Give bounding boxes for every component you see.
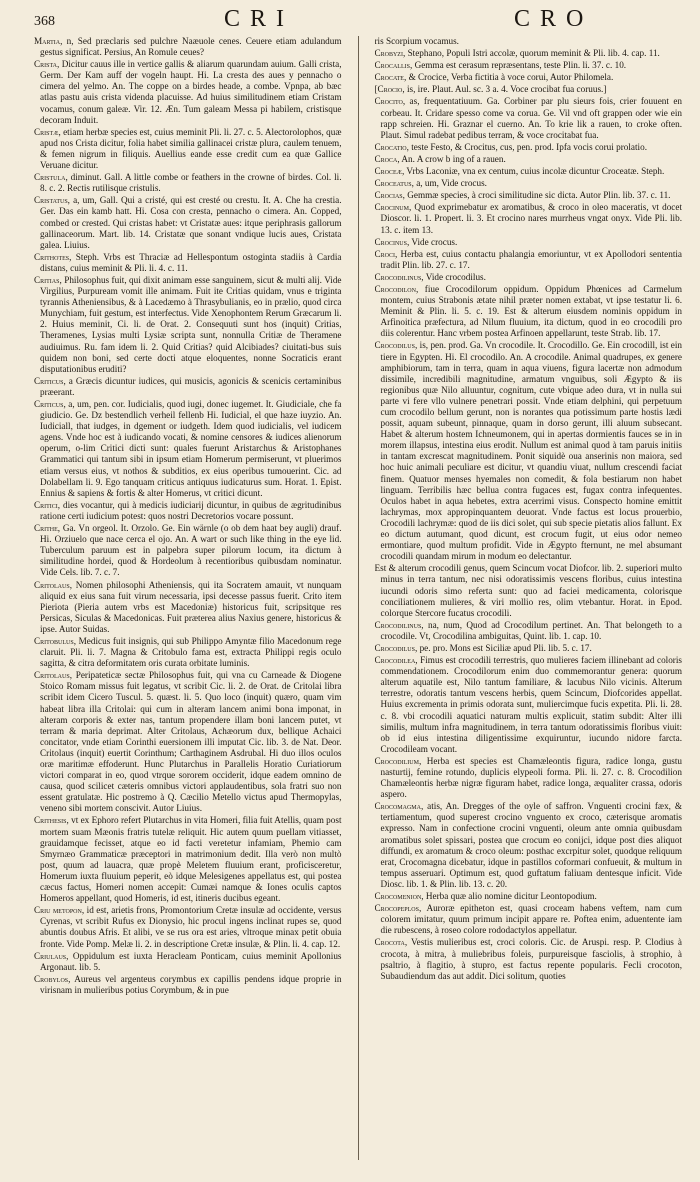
- entry-headword: Cristula: [34, 172, 66, 183]
- entry-headword: Crocomagma: [374, 801, 421, 812]
- entry-headword: Crista: [34, 59, 57, 70]
- entry-headword: Critias: [34, 274, 60, 285]
- dictionary-entry: Crithesis, vt ex Ephoro refert Plutarchus in vita Homeri, filia fuit Atellis, quam post mortem suam Mæonis fratris tutelæ reliquit. Hic autem quum puellam vitiasset, grauidamque fecisset, atque eo id facti veretetur infamiam, Phemio cam Smyrnæo Grammaticæ præceptori in matrimonium dedit. Illa verò non multò post, quum ad lauacra, quæ propè Meletem fluuium erant, proficisceretur, Homerum iuxta fluuium peperit, eò idque Melesigenes appellatus est, qui postea cæcus factus, Homeri nomen accepit: Cumæi namque & Iones oculis captos Homeros appellant, quod Homeris, id est, itineris ducibus egeant.: [34, 815, 342, 904]
- entry-text: Stephano, Populi Istri accolæ, quorum meminit & Pli. lib. 4. cap. 11.: [407, 48, 660, 59]
- entry-headword: Crocatio: [374, 141, 407, 152]
- entry-text: n, Sed præclaris sed pulchre Naæuole cenes. Ceuere etiam adulandum gestus significat. Persius, An Romule ceues?: [40, 36, 342, 58]
- entry-text: as, frequentatiuum. Ga. Corbiner par plu sieurs fois, crier fouuent en corbeau. It. Cridare spesso come va corua. Ge. Vil vnd oft grappen oder wie ein rapp schreien. Hi. Graznar el cuerno. An. To krie lik a rauen, to croke often. Plaut. Simul radebat pedibus terram, & voce crocitabat fua.: [380, 96, 682, 140]
- dictionary-entry: Crocomenion, Herba quæ alio nomine dicitur Leontopodium.: [374, 891, 597, 902]
- entry-text: a, um, Gall. Qui a cristé, qui est cresté ou crestu. It. A. Che ha crestia. Ger. Das ein kamb hatt. Hi. Cosa con cresta, pennacho o cimera. An. Copped, combed or crested. Qui cristas habet: vt Cristatæ aues: itque periphrasis gallorum gallinaceorum. Mart. lib. 14. Cristatæ que sonant vndique lucis aues, Cristata galea. Liuius.: [40, 195, 342, 250]
- entry-text: Auroræ epitheton est, quasi croceam habens veftem, nam cum colorem imitatur, quum primum incipit appare re. Poftea enim, aduentente iam die rubescens, à roseo colore rododactylos appellatur.: [380, 903, 682, 936]
- entry-headword: Criu metopon: [34, 905, 82, 916]
- entry-headword: Croceæ: [374, 166, 402, 177]
- entry-text: is, ire. Plaut. Aul. sc. 3 a. 4. Voce crocibat fua coruus.]: [406, 84, 607, 95]
- dictionary-entry: Crocinus, Vide crocus.: [374, 236, 458, 247]
- entry-headword: Crobylos: [34, 973, 69, 984]
- dictionary-entry: Croceæ, Vrbs Laconiæ, vna ex centum, cuius incolæ dicuntur Croceatæ. Steph.: [374, 166, 665, 177]
- entry-headword: Criticus: [34, 375, 64, 386]
- entry-headword: Crocodilus: [374, 642, 415, 653]
- entry-headword: Croci: [374, 248, 395, 259]
- entry-text: An. A crow b ing of a rauen.: [401, 153, 506, 164]
- entry-headword: Crocodilea: [374, 655, 416, 666]
- entry-headword: Crocodilinus: [374, 271, 422, 282]
- entry-text: Vestis mulieribus est, croci coloris. Cic. de Aruspi. resp. P. Clodius à crocota, à mitra, à muliebribus foleis, purpureisque fasciolis, à strophio, à psaltrio, à flagitio, à stupro, est factus repente popularis. Fecli crocoton, Subaudiendum das aut addit. Dici solitum, quoties: [380, 937, 682, 981]
- dictionary-entry: Martia, n, Sed præclaris sed pulchre Naæuole cenes. Ceuere etiam adulandum gestus significat. Persius, An Romule ceues?: [34, 36, 342, 58]
- dictionary-entry: Cristula, diminut. Gall. A little combe or feathers in the crowne of birdes. Col. li. 8. c. 2. Rectis rutilisque cristulis.: [34, 172, 342, 194]
- entry-headword: Critolaus: [34, 670, 70, 681]
- page-number: 368: [34, 14, 55, 29]
- dictionary-entry: Crocodilea, Fimus est crocodili terrestris, quo mulieres faciem illinebant ad coloris commendationem. Crocodilorum enim duo commemorantur genera: quorum alterum aquatile est, Nilo tantum familiare, & lacubus Nilo vicinis. Alterum terrestre, odoratis tantum vescens herbis, quem Scincum, Diofcorides appellat. Huius excrementa in primis odorata sunt, muliercimque fucis expetita. Pli. li. 28. c. 8. vbi crocodili aquatici naturam multis explicuit, statim subdit: Alter illi similis, multum infra magnitudinem, in terra tantum odoratissimis floribus viuit: ob id eius intestina diligentissime exquiruntur, iucundo nidore farcta. Crocodileam vocant.: [374, 655, 682, 754]
- entry-headword: Crocota: [374, 937, 405, 948]
- dictionary-entry: Crocopeplos, Auroræ epitheton est, quasi croceam habens veftem, nam cum colorem imitatur, quum primum incipit appare re. Poftea enim, aduentente iam die rubescens, à roseo colore rododactylos appellatur.: [374, 903, 682, 936]
- running-head-right: CRO: [514, 6, 594, 32]
- entry-headword: Crocito: [374, 96, 403, 107]
- dictionary-entry: Crocatio, teste Festo, & Crocitus, cus, pen. prod. Ipfa vocis corui prolatio.: [374, 141, 648, 152]
- entry-headword: Cristæ: [34, 126, 59, 137]
- entry-text: Fimus est crocodili terrestris, quo mulieres faciem illinebant ad coloris commendationem. Crocodilorum enim duo commemorantur genera: quorum alterum aquatile est, Nilo tantum familiare, & lacubus Nilo vicinis. Alterum terrestre, odoratis tantum vescens herbis, quem Scincum, Diofcorides appellat. Huius excrementa in primis odorata sunt, muliercimque fucis expetita. Pli. li. 28. c. 8. vbi crocodili aquatici naturam multis explicuit, statim subdit: Alter illi similis, multum infra magnitudinem, in terra tantum odoratissimis floribus viuit: ob id eius intestina diligentissime exquiruntur, iucundo nidore farcta. Crocodileam vocant.: [380, 655, 682, 754]
- entry-text: Herba est species est Chamæleontis figura, radice longa, gustu nasturtij, femine rotundo, duplicis elypeoli forma. Pli. li. 27. c. 8. Crocodilion Chamæleontis herbæ nigræ figuram habet, radice longa, æqualiter crassa, odoris aspero.: [380, 755, 682, 800]
- dictionary-entry: Croceatus, a, um, Vide crocus.: [374, 178, 487, 189]
- entry-headword: Crocallis: [374, 60, 410, 71]
- entry-headword: Crocinum: [374, 202, 409, 213]
- dictionary-entry: Crocodilinus, na, num, Quod ad Crocodilum pertinet. An. That belongeth to a crocodile. Vt, Crocodilina ambiguitas, Quint. lib. 1. cap. 10.: [374, 619, 682, 641]
- dictionary-entry: Crocodilium, Herba est species est Chamæleontis figura, radice longa, gustu nasturtij, femine rotundo, duplicis elypeoli forma. Pli. li. 27. c. 8. Crocodilion Chamæleontis herbæ nigræ figuram habet, radice longa, æqualiter crassa, odoris aspero.: [374, 755, 682, 800]
- dictionary-entry: Criu metopon, id est, arietis frons, Promontorium Cretæ insulæ ad occidente, versus Cyrenas, vt scribit Rufus ex Dionysio, hic procul ingens inclinat rupes se, quod abuntis doubus Afris. Et alibi, ve se rus ora est aries, vltroque minax petit obuia fronte. Vide Pomp. Melæ li. 2. in descriptione Cretæ insulæ, & Plin. li. 4. cap. 12.: [34, 905, 342, 949]
- entry-headword: Crocodilinus: [374, 619, 422, 630]
- entry-text: Medicus fuit insignis, qui sub Philippo Amyntæ filio Macedonum rege claruit. Pli. li. 7. Magna & Critobulo fama est, extracta Philippi regis oculo sagitta, & citra deformitatem oris curata orbitate luminis.: [40, 635, 342, 669]
- entry-text: diminut. Gall. A little combe or feathers in the crowne of birdes. Col. li. 8. c. 2. Rectis rutilisque cristulis.: [40, 172, 342, 194]
- entry-text: Steph. Vrbs est Thraciæ ad Hellespontum ostoginta stadiis à Cardia distans, cuius meminit & Pli. li. 4. c. 11.: [40, 251, 342, 273]
- dictionary-entry: Crobyzi, Stephano, Populi Istri accolæ, quorum meminit & Pli. lib. 4. cap. 11.: [374, 48, 660, 59]
- dictionary-entry: Crista, Dicitur cauus ille in vertice gallis & aliarum quarundam auium. Galli crista, Germ. Der Kam auff der vogeln haupt. Hi. La cresta des aues y pennacho o cimera del yelmo. An. The coppe on a birdes heade, a combe. Vpnpa, ab bæc atlas pastu auis crista videnda placuisse. Ad huius similitudinem etiam Cristam vocamus, conum galeæ. Vir. 12. Æn. Tum galeam Messa pi habilem, cristisque decoram Induit.: [34, 59, 342, 125]
- left-column: [34, 36, 342, 1160]
- entry-headword: Crocias: [374, 190, 403, 201]
- entry-text: Dicitur cauus ille in vertice gallis & aliarum quarundam auium. Galli crista, Germ. Der Kam auff der vogeln haupt. Hi. La cresta des aues y pennacho o cimera del yelmo. An. The coppe on a birdes heade, a combe. Vpnpa, ab bæc atlas pastu auis crista videnda placuisse. Ad huius similitudinem etiam Cristam vocamus, conum galeæ. Vir. 12. Æn. Tum galeam Messa pi habilem, cristisque decoram Induit.: [40, 59, 342, 125]
- entry-text: ris Scorpium vocamus.: [374, 36, 459, 46]
- entry-text: teste Festo, & Crocitus, cus, pen. prod. Ipfa vocis corui prolatio.: [411, 141, 648, 152]
- dictionary-entry: Croci, Herba est, cuius contactu phalangia emoriuntur, vt ex Apollodori sententia tradit Plin. lib. 27. c. 17.: [374, 248, 682, 270]
- entry-headword: Critolaus: [34, 579, 70, 590]
- entry-text: na, num, Quod ad Crocodilum pertinet. An. That belongeth to a crocodile. Vt, Crocodilina ambiguitas, Quint. lib. 1. cap. 10.: [380, 619, 682, 641]
- entry-text: Herba quæ alio nomine dicitur Leontopodium.: [425, 891, 597, 902]
- dictionary-entry: [Crocio, is, ire. Plaut. Aul. sc. 3 a. 4. Voce crocibat fua coruus.]: [374, 84, 607, 95]
- dictionary-entry: Crobylos, Aureus vel argenteus corymbus ex capillis pendens idque proprie in virisnam in mulieribus potius Corymbum, & in pue: [34, 973, 342, 995]
- entry-headword: Crocodilon: [374, 283, 416, 294]
- entry-text: Gemmæ species, à croci similitudine sic dicta. Autor Plin. lib. 37. c. 11.: [407, 190, 671, 201]
- entry-text: Nomen philosophi Atheniensis, qui ita Socratem amauit, vt nunquam aliquid ex eius sana fuit virum necessaria, ipsi decesse passus fuerit. Crito item Pieriota (Pieria autem vrbs est Macedoniæ) historicus fuit, scripsitque res Persicas, Siculas & Macedonicas. Fuit præterea alius Naxius genere, historicus & ipse. Autor Suidas.: [40, 579, 342, 634]
- running-head-left: CRI: [224, 6, 295, 32]
- entry-text: a, um, Vide crocus.: [416, 178, 487, 189]
- entry-headword: Croca: [374, 153, 398, 164]
- right-column: [375, 36, 683, 1160]
- dictionary-entry: Crocodilus, pe. pro. Mons est Siciliæ apud Pli. lib. 5. c. 17.: [374, 642, 592, 653]
- dictionary-entry: Crocinum, Quod exprimebatur ex aromatibus, & croco in oleo maceratis, vt docet Dioscor. li. 1. Propert. li. 3. Et crocino nares murrheus vngat onyx. Vide Pli. lib. 13. c. item 13.: [374, 202, 682, 235]
- entry-text: Gemma est cerasum repræsentans, teste Plin. li. 37. c. 10.: [414, 60, 627, 71]
- dictionary-entry: [375, 563, 683, 618]
- dictionary-entry: Criulaus, Oppidulum est iuxta Heracleam Ponticam, cuius meminit Apollonius Argonaut. lib. 5.: [34, 950, 342, 972]
- dictionary-entry: Cristæ, etiam herbæ species est, cuius meminit Pli. li. 27. c. 5. Alectorolophos, quæ apud nos Crista dicitur, folia habet similia gallinacei cristæ plura, caulem tenuem, & femen nigrum in filiquis. Auellius eande esse credit cum ea quæ Gallice Veruane dicitur.: [34, 126, 342, 171]
- two-column-body: [34, 36, 682, 1160]
- entry-text: Ga. Vn orgeol. It. Orzolo. Ge. Ein wärnle (o ob dem haat bey augli) drauf. Hi. Orziuelo que nace cerca el ojo. An. A wart or such like thing in the eye lid. Tuberculum paruum est in palpebra super pilorum locum, ita dictum à similitudine hordei, quod & Hordeolum à recentioribus quibusdam nominatur. Vide Cels. lib. 7. c. 7.: [40, 523, 342, 578]
- dictionary-entry: Critolaus, Peripateticæ sectæ Philosophus fuit, qui vna cu Carneade & Diogene Stoico Romam missus fuit legatus, vt scribit Cic. li. 2. de Orat. de Critolai libra scribit idem Cicero Tuscul. 5. quæst. li. 5. Quo loco (inquit) quæro, quam vim habeat libra illa Critolai: qui cum in alteram lancem animi bona imponat, in alteram corporis & exter nas, tantum propendere illam boni lancem putet, vt terram & maria deprimat. Alter Critolaus, Achæorum dux, bellique Achaici concitator, vnde etiam Corinthi euersionem illi imputat Cic. lib. 3. de Nat. Deor. Critolaus (inquit) euertit Corinthum; Carthaginem Asdrubal. Hi duo illos oculos oræ maritimæ effoderunt. Hunc Plutarchus in Parallelis Horatio Curiatiorum victori comparat in eo, quod vtrque sororem occiderit, idque eadem omnino de causa, quod scilicet cæteris omnibus victori applaudentibus, sola fratri suo non essent gratulatæ. Hic postremo à Q. Cæcilio Metello victus apud Thermopylas, veneno sibi mortem conscivit. Autor Liuius.: [34, 670, 342, 814]
- entry-text: Est & alterum crocodili genus, quem Scincum vocat Diofcor. lib. 2. superiori multo minus in terra tantum, nec nisi odoratissimis vescens floribus, cuius intestina iucundi odoris simo referta sunt: quo ad faciei medicamenta, colorisque conciliationem mulieres, & viri mollio res, olim vtebantur. Horat. in Epod. colorque Stercore fucatus crocodili.: [374, 563, 682, 618]
- entry-text: Oppidulum est iuxta Heracleam Ponticam, cuius meminit Apollonius Argonaut. lib. 5.: [40, 950, 342, 972]
- entry-headword: Criulaus: [34, 950, 67, 961]
- entry-headword: Critici: [34, 499, 58, 510]
- dictionary-entry: Crocota, Vestis mulieribus est, croci coloris. Cic. de Aruspi. resp. P. Clodius à crocota, à mitra, à muliebribus foleis, purpureisque fasciolis, à strophio, à psaltrio, à flagitio, à stupro, est factus repente popularis. Fecli crocoton, Subaudiendum das aut addit. Dici solitum, quoties: [374, 937, 682, 981]
- dictionary-entry: [375, 36, 683, 47]
- entry-text: Aureus vel argenteus corymbus ex capillis pendens idque proprie in virisnam in mulieribus potius Corymbum, & in pue: [40, 973, 342, 995]
- entry-headword: Crithotes: [34, 251, 70, 262]
- entry-headword: Crithesis: [34, 815, 67, 826]
- entry-headword: Crocate: [374, 72, 404, 83]
- entry-headword: Criticus: [34, 399, 64, 409]
- entry-text: Vide crocus.: [411, 236, 458, 247]
- entry-text: & Crocice, Verba fictitia à voce corui, Autor Philomela.: [408, 72, 614, 83]
- entry-text: is, pen. prod. Ga. Vn crocodile. It. Crocodillo. Ge. Ein crocodill, ist ein tiere in Egypten. Hi. El crocodilo. An. A crocodile. Animal quadrupes, ex genere amphibiorum, tam in terra, quam in aqua viuens, figura lacertæ non admodum dissimile, incredibili magnitudine, armatum vnguibus, soli Ægypto & iis regionibus quæ Nilo alluuntur, cognitum, cute vbique adeo dura, vt in nulla sui parte vi fere vllo vulnere penetrari possit. Vnde etiam delphini, qui perpetuum cum crocodilo bellum gerunt, non is norantes qua potissimum parte hostis lædi possit, aquam subeunt, pinnaque, quam in dorso gerunt, illi aluum subsecant. Habet & alterum hostem Ichneumonem, qui in apertas dormientis fauces se in in morem illapsus, intestina eius erodit. Nullum est animal quod à tam paruis initiis in tantam excrescat magnitudinem. Ponit siquidè oua anserinis non maiora, sed hoc huic animali peculiare est dicitur, vt quandiu viuat, nullum crescendi faciat finem. Quatuor menses hyemales non comedit, & fola bestiarum non habet linguam. Terribilis hæc bellua contra fugaces est, fugax contra infequentes. Oculos habet in aqua hebetes, extra acerrimi visus. Conspecto homine emittit lachrymas, mox appropinquantem deuorat. Vnde factus est locus prouerbio, Crocodili lachrymæ: quod de iis dici solet, qui sub specie pietatis alios fallunt. Ex eo dictum autumant, quod dicunt, est crocum fugit, ut eius odor nemeo ermontiare, quod multum profidit. Vide in Ægypto fternunt, ne mel absumant crocodili quandam mirum in modum eo delectantur.: [380, 340, 682, 562]
- entry-text: Quod exprimebatur ex aromatibus, & croco in oleo maceratis, vt docet Dioscor. li. 1. Propert. li. 3. Et crocino nares murrheus vngat onyx. Vide Pli. lib. 13. c. item 13.: [380, 202, 682, 235]
- entry-text: Vrbs Laconiæ, vna ex centum, cuius incolæ dicuntur Croceatæ. Steph.: [406, 166, 665, 177]
- dictionary-entry: Crocodilinus, Vide crocodilus.: [374, 271, 486, 282]
- column-rule: [358, 36, 359, 1160]
- entry-headword: Martia: [34, 36, 61, 46]
- dictionary-entry: Cristatus, a, um, Gall. Qui a cristé, qui est cresté ou crestu. It. A. Che ha crestia. Ger. Das ein kamb hatt. Hi. Cosa con cresta, pennacho o cimera. An. Copped, combed or crested. Qui cristas habet: vt Cristatæ aues: itque periphrasis gallorum gallinaceorum. Mart. lib. 14. Cristatæ que sonant vndique lucis aues, Cristata galea. Liuius.: [34, 195, 342, 250]
- entry-text: etiam herbæ species est, cuius meminit Pli. li. 27. c. 5. Alectorolophos, quæ apud nos Crista dicitur, folia habet similia gallinacei cristæ plura, caulem tenuem, & femen nigrum in filiquis. Auellius eande esse credit cum ea quæ Gallice Veruane dicitur.: [40, 126, 342, 171]
- entry-headword: Crithe: [34, 523, 58, 534]
- dictionary-entry: Critias, Philosophus fuit, qui dixit animam esse sanguinem, sicut & multi alij. Vide Virgilius, Purpuream vomit ille animam. Fuit ite Critias quidam, vnus e triginta tyrannis Atheniensibus, & à Lacedæmo à Thrasybulianis, eo in prælio, quod circa Munychiam, fuit gestum, est interfectus. Vide Xenophontem Rerum Græcarum li. 2. Huius meminit, Ci. li. de Orat. 2. Consequuti sunt hos (inquit) Critias, Theramenes, Lysias multi Lysiæ scripta sunt, nonnulla Critiæ de Theramene audiuimus. Ru. fam idem li. 2. Quid Critias? quid Alcibiades? ciuitati-bus suis quidem non boni, sed certe docti atque eloquentes, nonne Socraticis erant disputationibus eruditi?: [34, 274, 342, 374]
- dictionary-entry: Criticus, a, um, pen. cor. Iudicialis, quod iugi, donec iugemet. It. Giudiciale, che fa giudicio. Ge. Dz bestendlich verheil fellenb Hi. Iudicial, el que haze iuyzio. An. Iudiciall, that iudges, in dgement or iudgeth. Idem quod iudicialis, vel iudicem agens. Vnde hoc est à iudicando vocati, & nomine censores & iudices alienorum operum, o-lim Critici dicti sunt: quales fuerunt Aristarchus & Aristophanes Grammatici qui tantum sibi in ipsum etiam Homerum permiserunt, vt pluerimos etiam versus eius, vt nothos & subditios, ex eius operibus tumouerint. Cic. ad Dolabellam li. 9. Ego tanquam criticus antiquus iudicaturus sum. Horat. 1. Epist. Ennius & sapiens & fortis & alter Homerus, vt critici dicunt.: [34, 399, 342, 498]
- entry-headword: Crocodilus: [374, 340, 415, 351]
- entry-text: Vide crocodilus.: [425, 271, 486, 282]
- dictionary-entry: Crocomagma, atis, An. Dregges of the oyle of saffron. Vnguenti crocini fæx, & tertiamentum, quod superest crocino vnguento ex croco, cæterisque aromatis expresso. Nam in confectione crocini vnguenti, oleum ante omnia quibusdam aromatibus solet spissari, postea que crocum eo conijci, idque post dies aliquot diffundi, ex aromatum & croco oleum: posthac excrpitur solet, quodque reliquum erat, Crocomagna dicebatur, idque in pastillos coformari confueuit, & multum in tempus asseruari. Optimum est, quod guftatum faliuam dentesque inficit. Vide Diosc. lib. 1. & Plin. lib. 13. c. 20.: [374, 801, 682, 889]
- entry-headword: Crocinus: [374, 236, 407, 247]
- entry-text: a Græcis dicuntur iudices, qui musicis, agonicis & scenicis certaminibus præerant.: [40, 375, 342, 397]
- dictionary-entry: Crocito, as, frequentatiuum. Ga. Corbiner par plu sieurs fois, crier fouuent en corbeau. It. Cridare spesso come va corua. Ge. Vil vnd oft grappen oder wie ein rapp schreien. Hi. Graznar el cuerno. An. To krie lik a rauen, to croke often. Plaut. Simul radebat pedibus terram, & voce crocitabat fua.: [374, 96, 682, 140]
- entry-text: Philosophus fuit, qui dixit animam esse sanguinem, sicut & multi alij. Vide Virgilius, Purpuream vomit ille animam. Fuit ite Critias quidam, vnus e triginta tyrannis Atheniensibus, & à Lacedæmo à Thrasybulianis, eo in prælio, quod circa Munychiam, fuit gestum, est interfectus. Vide Xenophontem Rerum Græcarum li. 2. Huius meminit, Ci. li. de Orat. 2. Consequuti sunt hos (inquit) Critias, Theramenes, Lysias multi Lysiæ scripta sunt, nonnulla Critiæ de Theramene audiuimus. Ru. fam idem li. 2. Quid Critias? quid Alcibiades? ciuitati-bus suis quidem non boni, sed certe docti atque eloquentes, nonne Socraticis erant disputationibus eruditi?: [40, 274, 342, 374]
- entry-headword: Crocomenion: [374, 891, 422, 902]
- entry-text: vt ex Ephoro refert Plutarchus in vita Homeri, filia fuit Atellis, quam post mortem suam Mæonis fratris tutelæ reliquit. Hic autem quum puellam vitiasset, grauidamque fecisset, atque eo id facti veretetur infamiam, Phemio cam Smyrnæo Grammaticæ præceptori in matrimonium dedit. Illa verò non multò post, quum ad lauacra, quæ propè Meletem fluuium erant, proficisceretur, Homerum iuxta fluuium peperit, eò idque Melesigenes appellatus est, qui postea cæcus factus, Homeri nomen accepit: Cumæi namque & Iones oculis captos Homeros appellant, quod Homeris, id est, itineris ducibus egeant.: [40, 815, 342, 904]
- dictionary-entry: Crocodilon, fiue Crocodilorum oppidum. Oppidum Phœnices ad Carmelum montem, cuius Strabonis ætate nihil præter nomen extabat, vt ipse testatur li. 6. Meminit & Plin. li. 5. c. 19. Est & alterum eiusdem nominis oppidum in Arfinoitica præfectura, ad Nilum fluuium, ita dictum, quod in eo crocodili pro diis colerentur. Hanc vrbem postea Arfinoen appellarunt, teste Strab. lib. 17.: [374, 283, 682, 339]
- dictionary-entry: Critobulus, Medicus fuit insignis, qui sub Philippo Amyntæ filio Macedonum rege claruit. Pli. li. 7. Magna & Critobulo fama est, extracta Philippi regis oculo sagitta, & citra deformitatem oris curata orbitate luminis.: [34, 635, 342, 669]
- entry-text: a, um, pen. cor. Iudicialis, quod iugi, donec iugemet. It. Giudiciale, che fa giudicio. Ge. Dz bestendlich verheil fellenb Hi. Iudicial, el que haze iuyzio. An. Iudiciall, that iudges, in dgement or iudgeth. Idem quod iudicialis, vel iudicem agens. Vnde hoc est à iudicando vocati, & nomine censores & iudices alienorum operum, o-lim Critici dicti sunt: quales fuerunt Aristarchus & Aristophanes Grammatici qui tantum sibi in ipsum etiam Homerum permiserunt, vt pluerimos etiam versus eius, vt nothos & subditios, ex eius operibus tumouerint. Cic. ad Dolabellam li. 9. Ego tanquam criticus antiquus iudicaturus sum. Horat. 1. Epist. Ennius & sapiens & fortis & alter Homerus, vt critici dicunt.: [40, 399, 342, 498]
- entry-text: pe. pro. Mons est Siciliæ apud Pli. lib. 5. c. 17.: [419, 642, 592, 653]
- entry-headword: Croceatus: [374, 178, 412, 189]
- entry-text: atis, An. Dregges of the oyle of saffron. Vnguenti crocini fæx, & tertiamentum, quod superest crocino vnguento ex croco, cæterisque aromatis expresso. Nam in confectione crocini vnguenti, oleum ante omnia quibusdam aromatibus solet spissari, postea que crocum eo conijci, idque post dies aliquot diffundi, ex aromatum & croco oleum: posthac excrpitur solet, quodque reliquum erat, Crocomagna dicebatur, idque in pastillos coformari confueuit, & multum in tempus asseruari. Optimum est, quod guftatum faliuam dentesque inficit. Vide Diosc. lib. 1. & Plin. lib. 13. c. 20.: [380, 801, 682, 889]
- dictionary-entry: Crocias, Gemmæ species, à croci similitudine sic dicta. Autor Plin. lib. 37. c. 11.: [374, 190, 671, 201]
- dictionary-entry: Crocodilus, is, pen. prod. Ga. Vn crocodile. It. Crocodillo. Ge. Ein crocodill, ist ein tiere in Egypten. Hi. El crocodilo. An. A crocodile. Animal quadrupes, ex genere amphibiorum, tam in terra, quam in aqua viuens, figura lacertæ non admodum dissimile, incredibili magnitudine, armatum vnguibus, soli Ægypto & iis regionibus quæ Nilo alluuntur, cognitum, cute vbique adeo dura, vt in nulla sui parte vi fere vllo vulnere penetrari possit. Vnde etiam delphini, qui perpetuum cum crocodilo bellum gerunt, non is norantes qua potissimum parte hostis lædi possit, aquam subeunt, pinnaque, quam in dorso gerunt, illi aluum subsecant. Habet & alterum hostem Ichneumonem, qui in apertas dormientis fauces se in in morem illapsus, intestina eius erodit. Nullum est animal quod à tam paruis initiis in tantam excrescat magnitudinem. Ponit siquidè oua anserinis non maiora, sed hoc huic animali peculiare est dicitur, vt quandiu viuat, nullum crescendi faciat finem. Quatuor menses hyemales non comedit, & fola bestiarum non habet linguam. Terribilis hæc bellua contra fugaces est, fugax contra infequentes. Oculos habet in aqua hebetes, extra acerrimi visus. Conspecto homine emittit lachrymas, mox appropinquantem deuorat. Vnde factus est locus prouerbio, Crocodili lachrymæ: quod de iis dici solet, qui sub specie pietatis alios fallunt. Ex eo dictum autumant, quod dicunt, est crocum fugit, ut eius odor nemeo ermontiare, quod multum profidit. Vide in Ægypto fternunt, ne mel absumant crocodili quandam mirum in modum eo delectantur.: [374, 340, 682, 562]
- dictionary-entry: Critici, dies vocantur, qui à medicis iudiciarij dicuntur, in quibus de ægritudinibus ratione certi iudicium potest: quos nostri Decretorios vocare possunt.: [34, 499, 342, 521]
- entry-headword: [Crocio: [374, 84, 403, 95]
- entry-headword: Critobulus: [34, 635, 74, 646]
- dictionary-entry: Crocate, & Crocice, Verba fictitia à voce corui, Autor Philomela.: [374, 72, 614, 83]
- dictionary-entry: Crithe, Ga. Vn orgeol. It. Orzolo. Ge. Ein wärnle (o ob dem haat bey augli) drauf. Hi. Orziuelo que nace cerca el ojo. An. A wart or such like thing in the eye lid. Tuberculum paruum est in palpebra super pilorum locum, ita dictum à similitudine hordei, quod & Hordeolum à recentioribus quibusdam nominatur. Vide Cels. lib. 7. c. 7.: [34, 523, 342, 578]
- dictionary-entry: Croca, An. A crow b ing of a rauen.: [374, 153, 506, 164]
- dictionary-entry: Crithotes, Steph. Vrbs est Thraciæ ad Hellespontum ostoginta stadiis à Cardia distans, cuius meminit & Pli. li. 4. c. 11.: [34, 251, 342, 273]
- entry-headword: Cristatus: [34, 195, 68, 206]
- entry-text: id est, arietis frons, Promontorium Cretæ insulæ ad occidente, versus Cyrenas, vt scribit Rufus ex Dionysio, hic procul ingens inclinat rupes se, quod abuntis doubus Afris. Et alibi, ve se rus ora est aries, vltroque minax petit obuia fronte. Vide Pomp. Melæ li. 2. in descriptione Cretæ insulæ, & Plin. li. 4. cap. 12.: [40, 905, 342, 949]
- entry-text: Peripateticæ sectæ Philosophus fuit, qui vna cu Carneade & Diogene Stoico Romam missus fuit legatus, vt scribit Cic. li. 2. de Orat. de Critolai libra scribit idem Cicero Tuscul. 5. quæst. li. 5. Quo loco (inquit) quæro, quam vim habeat libra illa Critolai: qui cum in alteram lancem animi bona imponat, in alteram corporis & exter nas, tantum propendere illam boni lancem putet, vt terram & maria deprimat. Alter Critolaus, Achæorum dux, bellique Achaici concitator, vnde etiam Corinthi euersionem illi imputat Cic. lib. 3. de Nat. Deor. Critolaus (inquit) euertit Corinthum; Carthaginem Asdrubal. Hi duo illos oculos oræ maritimæ effoderunt. Hunc Plutarchus in Parallelis Horatio Curiatiorum victori comparat in eo, quod vtrque sororem occiderit, idque eadem omnino de causa, quod scilicet cæteris omnibus victori applaudentibus, sola fratri suo non essent gratulatæ. Hic postremo à Q. Cæcilio Metello victus apud Thermopylas, veneno sibi mortem conscivit. Autor Liuius.: [40, 670, 342, 814]
- entry-headword: Crobyzi: [374, 48, 403, 59]
- entry-headword: Crocopeplos: [374, 903, 419, 914]
- dictionary-entry: Critolaus, Nomen philosophi Atheniensis, qui ita Socratem amauit, vt nunquam aliquid ex eius sana fuit virum necessaria, ipsi decesse passus fuerit. Crito item Pieriota (Pieria autem vrbs est Macedoniæ) historicus fuit, scripsitque res Persicas, Siculas & Macedonicas. Fuit præterea alius Naxius genere, historicus & ipse. Autor Suidas.: [34, 579, 342, 634]
- dictionary-entry: Criticus, a Græcis dicuntur iudices, qui musicis, agonicis & scenicis certaminibus præerant.: [34, 375, 342, 397]
- page-header: [34, 6, 682, 36]
- entry-headword: Crocodilium: [374, 755, 419, 766]
- entry-text: Herba est, cuius contactu phalangia emoriuntur, vt ex Apollodori sententia tradit Plin. lib. 27. c. 17.: [380, 248, 682, 270]
- dictionary-entry: Crocallis, Gemma est cerasum repræsentans, teste Plin. li. 37. c. 10.: [374, 60, 627, 71]
- entry-text: fiue Crocodilorum oppidum. Oppidum Phœnices ad Carmelum montem, cuius Strabonis ætate nihil præter nomen extabat, vt ipse testatur li. 6. Meminit & Plin. li. 5. c. 19. Est & alterum eiusdem nominis oppidum in Arfinoitica præfectura, ad Nilum fluuium, ita dictum, quod in eo crocodili pro diis colerentur. Hanc vrbem postea Arfinoen appellarunt, teste Strab. lib. 17.: [380, 283, 682, 339]
- entry-text: dies vocantur, qui à medicis iudiciarij dicuntur, in quibus de ægritudinibus ratione certi iudicium potest: quos nostri Decretorios vocare possunt.: [40, 499, 342, 521]
